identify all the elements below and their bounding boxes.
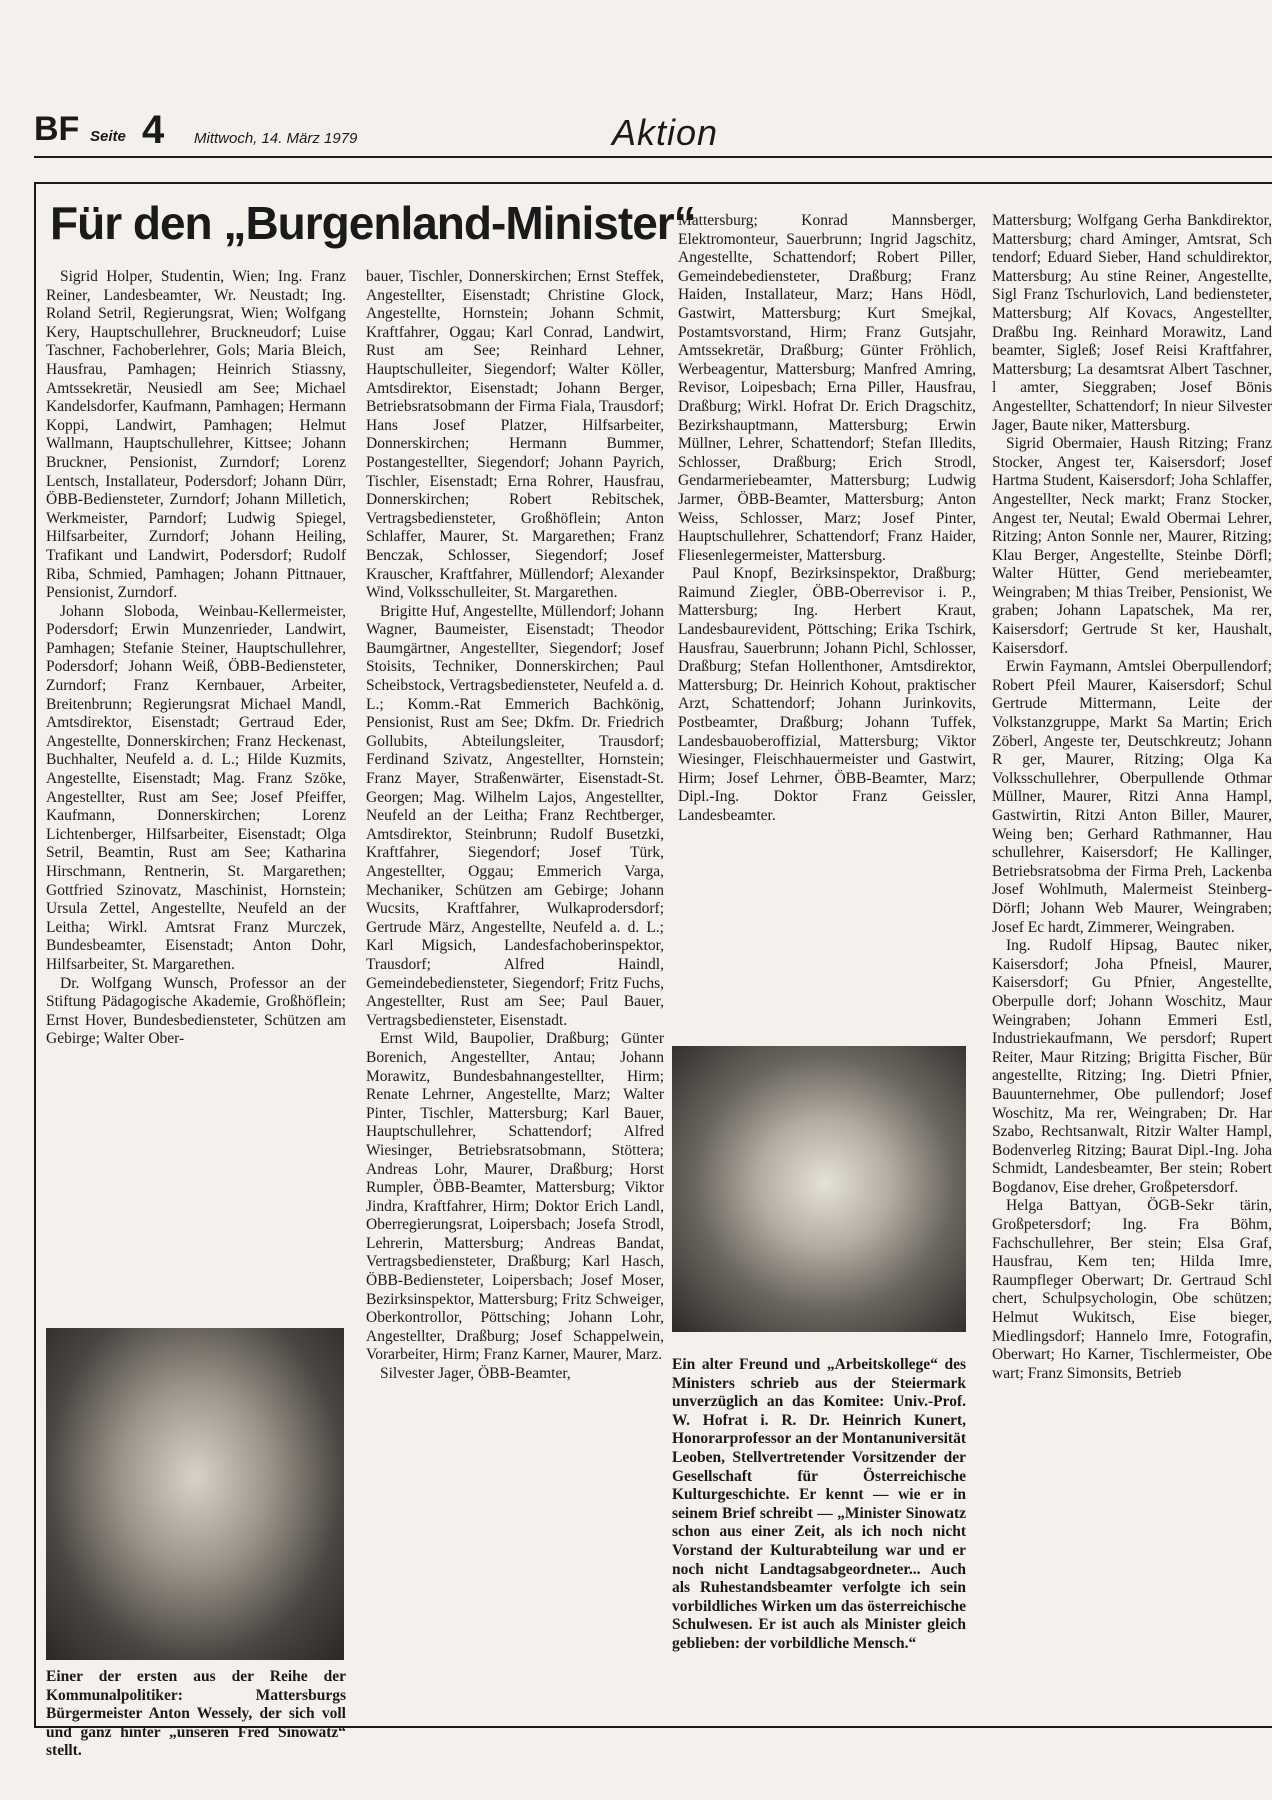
paragraph: Brigitte Huf, Angestellte, Müllendorf; Johann Wagner, Baumeister, Eisenstadt; Theodor Baumgärtner, Angestellter, Siegendorf; Josef Stoisits, Techniker, Donnerskirchen; Paul Scheibstock, Vertragsbediensteter, Neufeld a. d. L.; Komm.-Rat Emmerich Bachkönig, Pensionist, Rust am See; Dkfm. Dr. Friedrich Gollubits, Abteilungsleiter, Trausdorf; Ferdinand Szivatz, Angestellter, Hornstein; Franz Mayer, Straßenwärter, Eisenstadt-St. Georgen; Mag. Wilhelm Lajos, Angestellter, Neufeld an der Leitha; Franz Rechtberger, Amtsdirektor, Steinbrunn; Rudolf Busetzki, Kraftfahrer, Siegendorf; Josef Türk, Angestellter, Oggau; Emmerich Varga, Mechaniker, Schützen am Gebirge; Johann Wucsits, Kraftfahrer, Wulkaprodersdorf; Gertrude März, Angestellte, Neufeld a. d. L.; Karl Migsich, Landesfachoberinspektor, Trausdorf; Alfred Haindl, Gemeindebediensteter, Siegendorf; Fritz Fuchs, Angestellter, Rust am See; Paul Bauer, Vertragsbediensteter, Eisenstadt. (366, 602, 664, 1029)
text-column-4 (992, 212, 1272, 1724)
paragraph: Ing. Rudolf Hipsag, Bautec niker, Kaisersdorf; Joha Pfneisl, Maurer, Kaisersdorf; Gu Pfnier, Angestellte, Oberpulle dorf; Johann Woschitz, Maur Weingraben; Johann Emmeri Estl, Industriekaufmann, We persdorf; Rupert Reiter, Maur Ritzing; Brigitta Fischer, Bür angestellte, Ritzing; Ing. Dietri Pfnier, Bauunternehmer, Obe pullendorf; Josef Woschitz, Ma rer, Weingraben; Dr. Har Szabo, Rechtsanwalt, Ritzir Walter Hampl, Bodenverleg Ritzing; Baurat Dipl.-Ing. Joha Schmidt, Landesbeamter, Ber stein; Robert Bogdanov, Eise dreher, Großpetersdorf. (992, 937, 1272, 1196)
section-title: Aktion (612, 112, 719, 153)
paragraph: bauer, Tischler, Donnerskirchen; Ernst Steffek, Angestellter, Eisenstadt; Christine Glock, Angestellte, Hornstein; Johann Schmit, Kraftfahrer, Oggau; Karl Conrad, Landwirt, Rust am See; Reinhard Lehner, Hauptschulleiter, Siegendorf; Walter Köller, Amtsdirektor, Eisenstadt; Johann Berger, Betriebsratsobmann der Firma Fiala, Trausdorf; Hans Josef Platzer, Hilfsarbeiter, Donnerskirchen; Hermann Bummer, Postangestellter, Siegendorf; Johann Payrich, Tischler, Eisenstadt; Erna Rohrer, Hausfrau, Donnerskirchen; Robert Rebitschek, Vertragsbediensteter, Großhöflein; Anton Schlaffer, Maurer, St. Margarethen; Franz Benczak, Schlosser, Siegendorf; Josef Krauscher, Kraftfahrer, Müllendorf; Alexander Wind, Volksschulleiter, St. Margarethen. (366, 268, 664, 602)
page-header (34, 108, 1272, 162)
paragraph: Helga Battyan, ÖGB-Sekr tärin, Großpetersdorf; Ing. Fra Böhm, Fachschullehrer, Ber stein; Elsa Graf, Hausfrau, Kem ten; Hilda Imre, Raumpfleger Oberwart; Dr. Gertraud Schl chert, Schulpsychologin, Obe schützen; Helmut Wukitsch, Eise bieger, Miedlingsdorf; Hannelo Imre, Fotografin, Oberwart; Ho Karner, Tischlermeister, Obe wart; Franz Simonsits, Betrieb (992, 1197, 1272, 1382)
paragraph: Sigrid Holper, Studentin, Wien; Ing. Franz Reiner, Landesbeamter, Wr. Neustadt; Ing. Roland Setril, Regierungsrat, Wien; Wolfgang Kery, Hauptschullehrer, Bruckneudorf; Luise Taschner, Fachoberlehrer, Gols; Maria Bleich, Hausfrau, Pamhagen; Heinrich Stiassny, Amtssekretär, Neusiedl am See; Michael Kandelsdorfer, Kaufmann, Pamhagen; Hermann Koppi, Landwirt, Pamhagen; Helmut Wallmann, Hauptschullehrer, Kittsee; Johann Bruckner, Pensionist, Zurndorf; Lorenz Lentsch, Installateur, Podersdorf; Johann Dürr, ÖBB-Bediensteter, Zurndorf; Johann Milletich, Werkmeister, Parndorf; Ludwig Spiegel, Hilfsarbeiter, Zurndorf; Johann Heiling, Trafikant und Landwirt, Podersdorf; Rudolf Riba, Schmied, Pamhagen; Johann Pittnauer, Pensionist, Zurndorf. (46, 268, 346, 602)
text-column-1 (46, 268, 346, 1312)
paragraph: Paul Knopf, Bezirksinspektor, Draßburg; Raimund Ziegler, ÖBB-Oberrevisor i. P., Mattersburg; Ing. Herbert Kraut, Landesbaurevident, Pöttsching; Erika Tschirk, Hausfrau, Sauerbrunn; Johann Pichl, Schlosser, Draßburg; Stefan Hollenthoner, Amtsdirektor, Mattersburg; Dr. Heinrich Kohout, praktischer Arzt, Schattendorf; Johann Jurinkovits, Postbeamter, Draßburg; Johann Tuffek, Landesbauoberoffizial, Mattersburg; Viktor Wiesinger, Fleischhauermeister und Gastwirt, Hirm; Josef Lehrner, ÖBB-Beamter, Marz; Dipl.-Ing. Doktor Franz Geissler, Landesbeamter. (678, 565, 976, 824)
paragraph: Silvester Jager, ÖBB-Beamter, (380, 1365, 571, 1383)
photo-caption-2: Ein alter Freund und „Arbeitskollege“ des Ministers schrieb aus der Steiermark unverzüglich an das Komitee: Univ.-Prof. W. Hofrat i. R. Dr. Heinrich Kunert, Honorarprofessor an der Montanuniversität Leoben, Stellvertretender Vorsitzender der Gesellschaft für Österreichische Kulturgeschichte. Er kennt — wie er in seinem Brief schreibt — „Minister Sinowatz schon aus einer Zeit, als ich noch nicht Vorstand der Kulturabteilung war und er noch nicht Landtagsabgeordneter... Auch als Ruhestandsbeamter verfolgte ich sein vorbildliches Wirken um das österreichische Schulwesen. Er ist auch als Minister gleich geblieben: der vorbildliche Mensch.“ (672, 1356, 966, 1652)
paragraph: Ernst Wild, Baupolier, Draßburg; Günter Borenich, Angestellter, Antau; Johann Morawitz, Bundesbahnangestellter, Hirm; Renate Lehrner, Angestellte, Marz; Walter Pinter, Tischler, Mattersburg; Karl Bauer, Hauptschullehrer, Schattendorf; Alfred Wiesinger, Betriebsratsobmann, Stöttera; Andreas Lohr, Maurer, Draßburg; Horst Rumpler, ÖBB-Beamter, Mattersburg; Viktor Jindra, Kraftfahrer, Hirm; Doktor Erich Landl, Oberregierungsrat, Loipersbach; Josefa Strodl, Lehrerin, Mattersburg; Andreas Bandat, Vertragsbediensteter, Draßburg; Karl Hasch, ÖBB-Bediensteter, Loipersbach; Josef Moser, Bezirksinspektor, Mattersburg; Fritz Schweiger, Oberkontrollor, Pöttsching; Johann Lohr, Angestellter, Draßburg; Josef Schappelwein, Vorarbeiter, Hirm; Franz Karner, Maurer, Marz. (366, 1030, 664, 1364)
portrait-photo-professor (672, 1046, 966, 1332)
newspaper-logo: BF (34, 110, 80, 148)
photo-caption-1: Einer der ersten aus der Reihe der Kommunalpolitiker: Mattersburgs Bürgermeister Anton Wessely, der sich voll und ganz hinter „unseren Fred Sinowatz“ stellt. (46, 1668, 346, 1760)
page-label: Seite (90, 128, 126, 145)
article-headline: Für den „Burgenland-Minister“ (50, 197, 696, 249)
paragraph: Erwin Faymann, Amtslei Oberpullendorf; Robert Pfeil Maurer, Kaisersdorf; Schul Gertrude Mittermann, Leite der Volkstanzgruppe, Markt Sa Martin; Erich Zöberl, Angeste ter, Deutschkreutz; Johann R ger, Maurer, Ritzing; Olga Ka Volksschullehrer, Oberpullende Othmar Müllner, Maurer, Ritzi Anna Hampl, Gastwirtin, Ritzi Anton Biller, Maurer, Weing ben; Gerhard Rathmanner, Hau schullehrer, Kaisersdorf; He Kallinger, Betriebsratsobma der Firma Preh, Lackenba Josef Wohlmuth, Malermeist Steinberg-Dörfl; Johann Web Maurer, Weingraben; Josef Ec hardt, Zimmerer, Weingraben. (992, 658, 1272, 936)
portrait-photo-mayor (46, 1328, 344, 1660)
issue-date: Mittwoch, 14. März 1979 (194, 130, 358, 147)
header-rule (34, 156, 1272, 158)
paragraph: Sigrid Obermaier, Haush Ritzing; Franz Stocker, Angest ter, Kaisersdorf; Josef Hartma Student, Kaisersdorf; Joha Schlaffer, Angestellter, Neck markt; Franz Stocker, Angest ter, Neutal; Ewald Obermai Lehrer, Ritzing; Anton Sonnle ner, Maurer, Ritzing; Klau Berger, Angestellte, Steinbe Dörfl; Walter Hütter, Gend meriebeamter, Weingraben; M thias Treiber, Pensionist, We graben; Johann Lapatschek, Ma rer, Kaisersdorf; Gertrude St ker, Haushalt, Kaisersdorf. (992, 435, 1272, 657)
text-column-3 (678, 212, 976, 1046)
paragraph: Mattersburg; Wolfgang Gerha Bankdirektor, Mattersburg; chard Aminger, Amtsrat, Sch tendorf; Eduard Sieber, Hand schuldirektor, Mattersburg; Au stine Reiner, Angestellte, Sigl Franz Tschurlovich, Land bediensteter, Mattersburg; Alf Kovacs, Angestellter, Draßbu Ing. Reinhard Morawitz, Land beamter, Sigleß; Josef Reisi Kraftfahrer, Mattersburg; La desamtsrat Albert Taschner, l amter, Sieggraben; Josef Bönis Angestellter, Schattendorf; In nieur Silvester Jager, Baute niker, Mattersburg. (992, 212, 1272, 434)
paragraph: Mattersburg; Konrad Mannsberger, Elektromonteur, Sauerbrunn; Ingrid Jagschitz, Angestellte, Schattendorf; Robert Piller, Gemeindebediensteter, Draßburg; Franz Haiden, Installateur, Marz; Hans Hödl, Gastwirt, Mattersburg; Kurt Smejkal, Postamtsvorstand, Hirm; Franz Gutsjahr, Amtssekretär, Draßburg; Günter Fröhlich, Werbeagentur, Mattersburg; Manfred Amring, Revisor, Loipesbach; Erna Piller, Hausfrau, Draßburg; Wirkl. Hofrat Dr. Erich Dragschitz, Bezirkshauptmann, Mattersburg; Erwin Müllner, Lehrer, Schattendorf; Stefan Illedits, Schlosser, Draßburg; Erich Strodl, Gendarmeriebeamter, Mattersburg; Ludwig Jarmer, ÖBB-Beamter, Mattersburg; Anton Weiss, Schlosser, Marz; Josef Pinter, Hauptschullehrer, Schattendorf; Franz Haider, Fliesenlegermeister, Mattersburg. (678, 212, 976, 564)
text-column-2 (366, 268, 664, 1724)
page-number: 4 (142, 108, 165, 152)
paragraph: Johann Sloboda, Weinbau-Kellermeister, Podersdorf; Erwin Munzenrieder, Landwirt, Pamhagen; Stefanie Steiner, Hauptschullehrer, Podersdorf; Johann Weiß, ÖBB-Bediensteter, Zurndorf; Franz Kernbauer, Arbeiter, Breitenbrunn; Regierungsrat Michael Mandl, Amtsdirektor, Eisenstadt; Gertraud Eder, Angestellte, Donnerskirchen; Franz Heckenast, Buchhalter, Neufeld a. d. L.; Hilde Kuzmits, Angestellte, Eisenstadt; Mag. Franz Szöke, Angestellter, Rust am See; Josef Pfeiffer, Kaufmann, Donnerskirchen; Lorenz Lichtenberger, Hilfsarbeiter, Eisenstadt; Olga Setril, Beamtin, Rust am See; Katharina Hirschmann, Rentnerin, St. Margarethen; Gottfried Szinovatz, Maschinist, Hornstein; Ursula Zettel, Angestellte, Neufeld an der Leitha; Wirkl. Amtsrat Franz Murczek, Bundesbeamter, Eisenstadt; Anton Dohr, Hilfsarbeiter, St. Margarethen. (46, 602, 346, 973)
paragraph: Dr. Wolfgang Wunsch, Professor an der Stiftung Pädagogische Akademie, Großhöflein; Ernst Hover, Bundesbediensteter, Schützen am Gebirge; Walter Ober- (46, 974, 346, 1048)
